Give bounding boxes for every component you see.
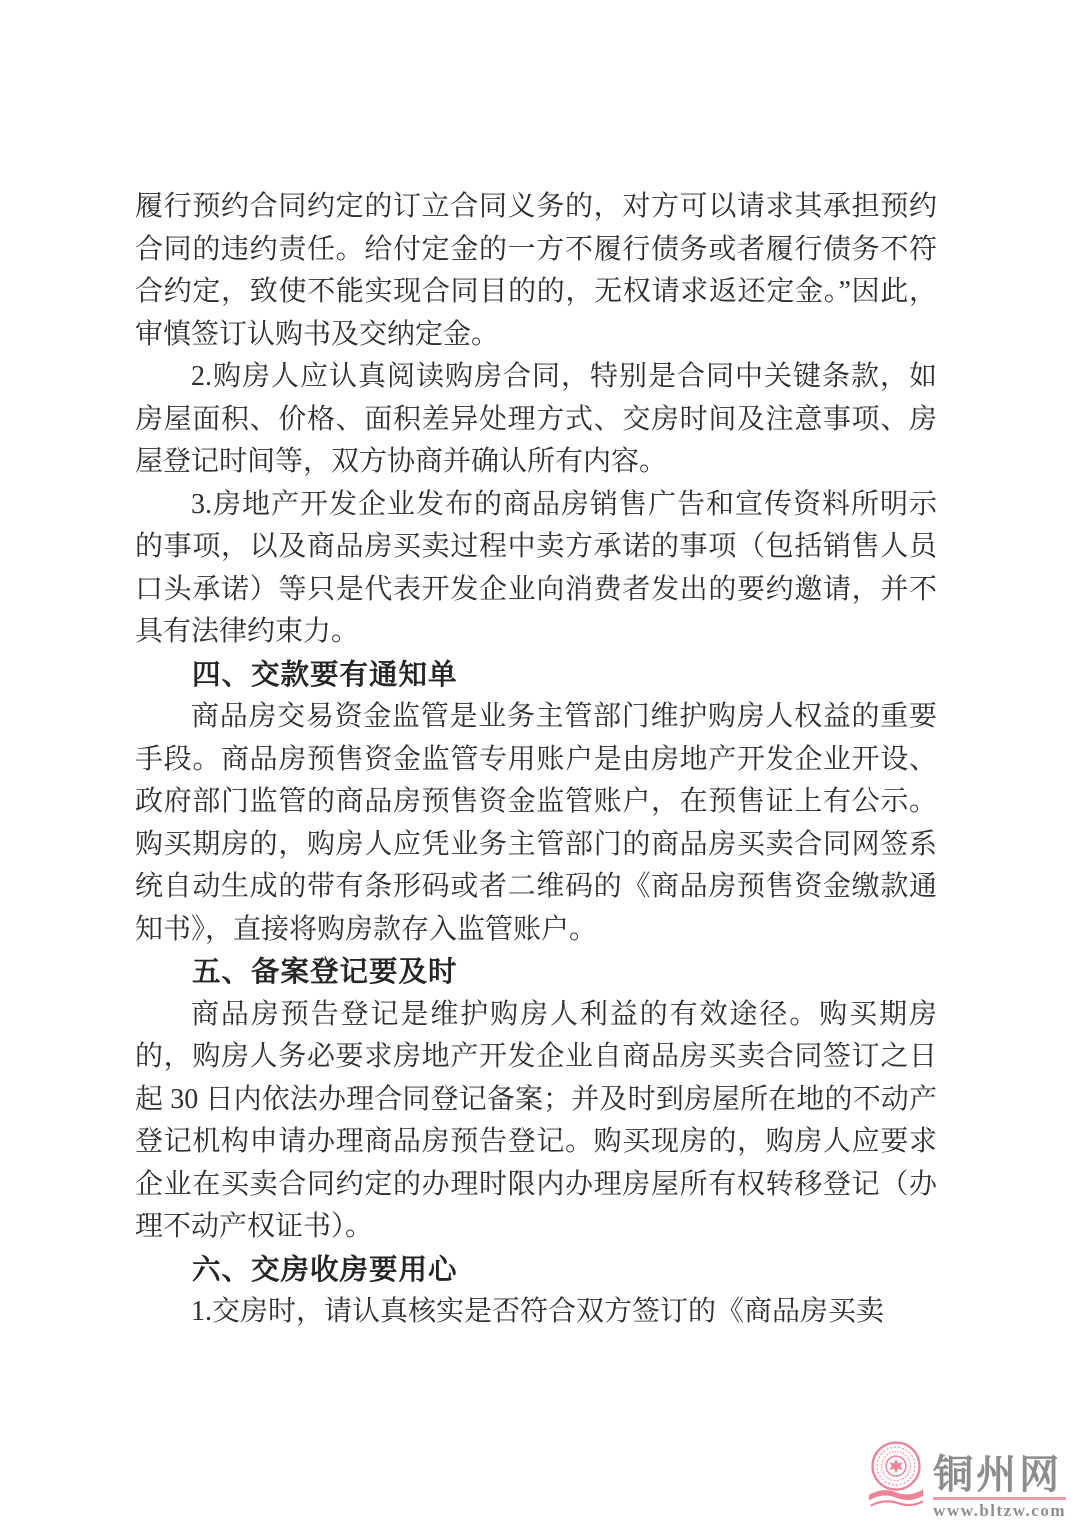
site-url: www.bltzw.com xyxy=(933,1501,1066,1520)
paragraph-item-3-advertising: 3.房地产开发企业发布的商品房销售广告和宣传资料所明示的事项，以及商品房买卖过程中卖方承诺的事项（包括销售人员口头承诺）等只是代表开发企业向消费者发出的要约邀请，并不具有法律约束力。 xyxy=(135,488,937,647)
watermark-text-block xyxy=(933,1454,1066,1520)
paragraph-deposit-continuation: 履行预约合同约定的订立合同义务的，对方可以请求其承担预约合同的违约责任。给付定金的一方不履行债务或者履行债务不符合约定，致使不能实现合同目的的，无权请求返还定金。”因此，审慎签订认购书及交纳定金。 xyxy=(135,191,937,350)
rosette-ribbon-logo-icon xyxy=(867,1439,925,1518)
section-heading-6-handover: 六、交房收房要用心 xyxy=(192,1253,458,1286)
watermark-divider xyxy=(933,1497,1066,1500)
site-watermark xyxy=(867,1439,1066,1520)
section-heading-4-payment-notice: 四、交款要有通知单 xyxy=(192,658,458,691)
site-name: 铜州网 xyxy=(933,1453,1063,1497)
paragraph-item-2-read-contract: 2.购房人应认真阅读购房合同，特别是合同中关键条款，如房屋面积、价格、面积差异处理方式、交房时间及注意事项、房屋登记时间等，双方协商并确认所有内容。 xyxy=(135,361,937,477)
paragraph-handover-check-truncated: 1.交房时，请认真核实是否符合双方签订的《商品房买卖 xyxy=(191,1296,885,1327)
section-heading-5-registration: 五、备案登记要及时 xyxy=(192,956,458,988)
paragraph-fund-supervision: 商品房交易资金监管是业务主管部门维护购房人权益的重要手段。商品房预售资金监管专用账户是由房地产开发企业开设、政府部门监管的商品房预售资金监管账户，在预售证上有公示。购买期房的，购房人应凭业务主管部门的商品房买卖合同网签系统自动生成的带有条形码或者二维码的《商品房预售资金缴款通知书》，直接将购房款存入监管账户。 xyxy=(135,701,937,945)
document-body xyxy=(135,186,937,1334)
paragraph-registration-filing: 商品房预告登记是维护购房人利益的有效途径。购买期房的，购房人务必要求房地产开发企业自商品房买卖合同签订之日起 30 日内依法办理合同登记备案；并及时到房屋所在地的不动产登记机构申请办理商品房预告登记。购买现房的，购房人应要求企业在买卖合同约定的办理时限内办理房屋所有权转移登记（办理不动产权证书）。 xyxy=(135,998,937,1242)
